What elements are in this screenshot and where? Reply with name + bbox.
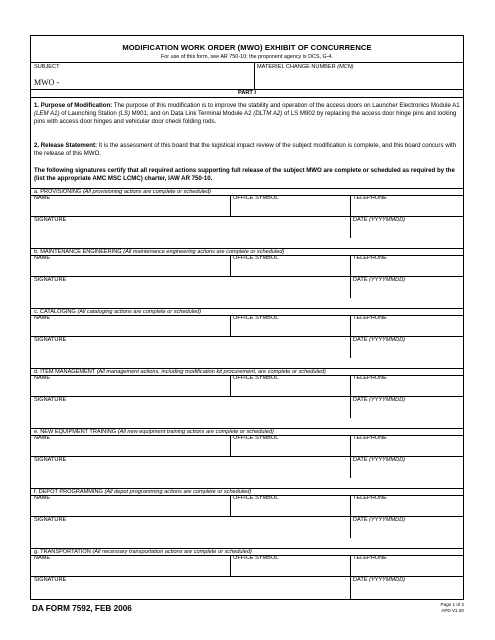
section-transportation <box>31 548 463 608</box>
signature-field[interactable]: SIGNATURE <box>34 577 67 583</box>
telephone-field[interactable]: TELEPHONE <box>353 435 387 441</box>
telephone-field[interactable]: TELEPHONE <box>353 255 387 261</box>
name-field[interactable]: NAME <box>34 435 51 441</box>
date-field[interactable]: DATE (YYYYMMDD) <box>353 217 406 223</box>
name-field[interactable]: NAME <box>34 195 51 201</box>
section-title: f. DEPOT PROGRAMMING (All depot programming actions are complete or scheduled) <box>34 489 252 495</box>
part-label: PART I <box>238 90 256 96</box>
office-symbol-field[interactable]: OFFICE SYMBOL <box>233 435 279 441</box>
section-maintenance-engineering <box>31 248 463 308</box>
form-title: MODIFICATION WORK ORDER (MWO) EXHIBIT OF CONCURRENCE <box>122 43 372 52</box>
office-symbol-field[interactable]: OFFICE SYMBOL <box>233 195 279 201</box>
section-title: e. NEW EQUIPMENT TRAINING (All new equipment training actions are complete or scheduled) <box>34 429 274 435</box>
name-field[interactable]: NAME <box>34 255 51 261</box>
signature-field[interactable]: SIGNATURE <box>34 337 67 343</box>
date-field[interactable]: DATE (YYYYMMDD) <box>353 457 406 463</box>
date-field[interactable]: DATE (YYYYMMDD) <box>353 397 406 403</box>
date-field[interactable]: DATE (YYYYMMDD) <box>353 277 406 283</box>
mcn-field[interactable] <box>255 72 463 88</box>
section-provisioning <box>31 188 463 248</box>
mwo-form <box>30 35 464 600</box>
form-subtitle: For use of this form, see AR 750-10; the proponent agency is DCS, G-4. <box>161 54 333 60</box>
release-paragraph: 2. Release Statement: It is the assessment of this board that the logistical impact review of the subject modification is complete, and this board concurs with the release of this MWO. <box>34 142 457 158</box>
section-title: g. TRANSPORTATION (All necessary transportation actions are complete or scheduled) <box>34 549 252 555</box>
section-new-equipment-training <box>31 428 463 488</box>
section-depot-programming <box>31 488 463 548</box>
name-field[interactable]: NAME <box>34 495 51 501</box>
form-number: DA FORM 7592, FEB 2006 <box>32 604 132 613</box>
name-field[interactable]: NAME <box>34 315 51 321</box>
name-field[interactable]: NAME <box>34 375 51 381</box>
office-symbol-field[interactable]: OFFICE SYMBOL <box>233 315 279 321</box>
date-field[interactable]: DATE (YYYYMMDD) <box>353 337 406 343</box>
telephone-field[interactable]: TELEPHONE <box>353 315 387 321</box>
version-label: APD V1.00 <box>441 608 464 613</box>
signature-field[interactable]: SIGNATURE <box>34 217 67 223</box>
section-title: b. MAINTENANCE ENGINEERING (All maintenance engineering actions are complete or scheduled) <box>34 249 285 255</box>
signature-field[interactable]: SIGNATURE <box>34 457 67 463</box>
divider <box>31 62 463 63</box>
signature-field[interactable]: SIGNATURE <box>34 517 67 523</box>
office-symbol-field[interactable]: OFFICE SYMBOL <box>233 375 279 381</box>
date-field[interactable]: DATE (YYYYMMDD) <box>353 517 406 523</box>
date-field[interactable]: DATE (YYYYMMDD) <box>353 577 406 583</box>
page-info <box>441 602 465 614</box>
telephone-field[interactable]: TELEPHONE <box>353 195 387 201</box>
signature-field[interactable]: SIGNATURE <box>34 277 67 283</box>
mcn-label: MATERIEL CHANGE NUMBER (MCN) <box>257 64 354 70</box>
section-title: d. ITEM MANAGEMENT (All management actions, including modification kit procurement, are complete or scheduled) <box>34 369 326 375</box>
divider <box>31 97 463 98</box>
office-symbol-field[interactable]: OFFICE SYMBOL <box>233 495 279 501</box>
section-title: a. PROVISIONING (All provisioning actions are complete or scheduled) <box>34 189 211 195</box>
telephone-field[interactable]: TELEPHONE <box>353 555 387 561</box>
telephone-field[interactable]: TELEPHONE <box>353 375 387 381</box>
office-symbol-field[interactable]: OFFICE SYMBOL <box>233 555 279 561</box>
page-number: Page 1 of 2 <box>440 602 464 607</box>
section-cataloging <box>31 308 463 368</box>
telephone-field[interactable]: TELEPHONE <box>353 495 387 501</box>
office-symbol-field[interactable]: OFFICE SYMBOL <box>233 255 279 261</box>
section-title: c. CATALOGING (All cataloging actions are complete or scheduled) <box>34 309 202 315</box>
signature-field[interactable]: SIGNATURE <box>34 397 67 403</box>
subject-field[interactable]: MWO - <box>34 78 60 87</box>
subject-label: SUBJECT <box>34 64 60 70</box>
name-field[interactable]: NAME <box>34 555 51 561</box>
purpose-paragraph: 1. Purpose of Modification: The purpose of this modification is to improve the stability and operation of the access doors on Launcher Electronics Module A1 (LEM A1) of Launching Station (LS) M901, and on Data Link Terminal Module A2 (DLTM A2) of LS M902 by replacing the access door hinge pins and locking pins with access door hinges and vehicular door check folding rods. <box>34 102 460 126</box>
section-item-management <box>31 368 463 428</box>
certification-statement: The following signatures certify that all required actions supporting full release of the subject MWO are complete or scheduled as required by the (list the appropriate AMC MSC LCMC) charter, IAW AR 750-10. <box>34 167 455 183</box>
